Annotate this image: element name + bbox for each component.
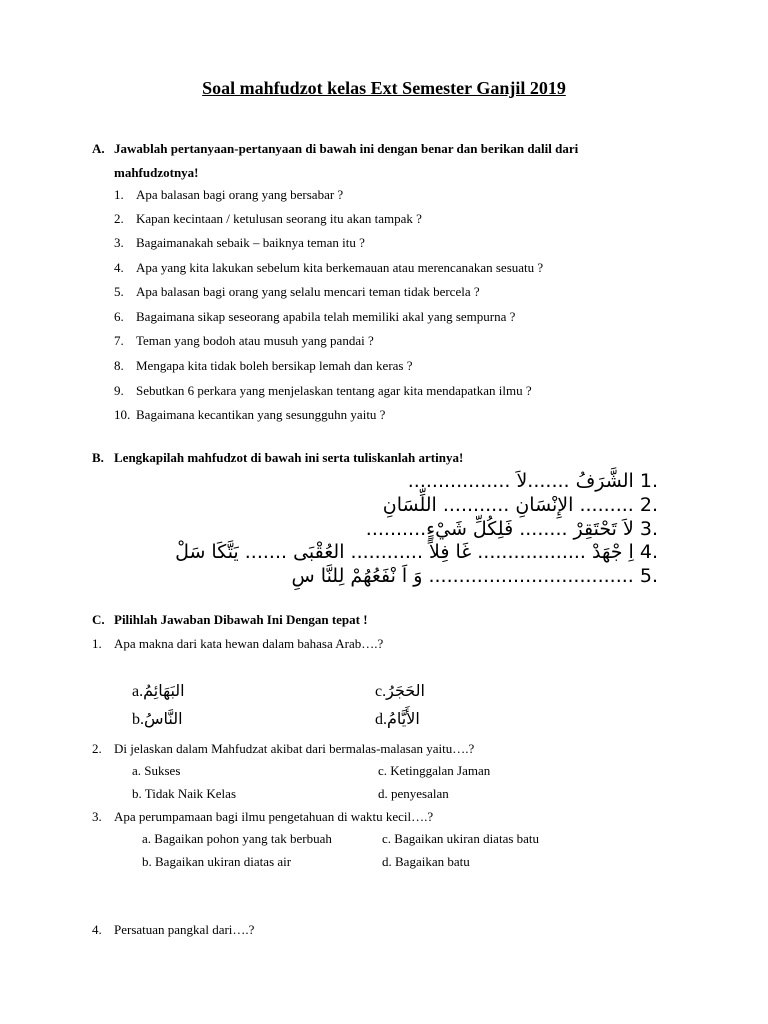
option-b: b.النَّاسُ xyxy=(132,709,183,728)
section-b-letter: B. xyxy=(92,450,104,465)
list-item: 3. Bagaimanakah sebaik – baiknya teman itu ? xyxy=(114,235,365,250)
option-c: c. Bagaikan ukiran diatas batu xyxy=(382,831,540,846)
arabic-line: .5 .................................. وَ اَ نْفَعُهُمْ لِلنَّا سِ xyxy=(291,565,658,587)
section-c-letter: C. xyxy=(92,612,105,627)
section-b-instruction-text: Lengkapilah mahfudzot di bawah ini serta tuliskanlah artinya! xyxy=(114,450,464,465)
section-c-instruction-text: Pilihlah Jawaban Dibawah Ini Dengan tepat ! xyxy=(114,612,368,627)
question-3: 3. Apa perumpamaan bagi ilmu pengetahuan di waktu kecil….? xyxy=(92,809,434,824)
option-c: c. Ketinggalan Jaman xyxy=(378,763,491,778)
section-a-instruction-line2: mahfudzotnya! xyxy=(114,165,199,180)
option-a: a. Bagaikan pohon yang tak berbuah xyxy=(142,831,332,846)
section-a-instruction xyxy=(92,141,692,157)
list-item: 8. Mengapa kita tidak boleh bersikap lemah dan keras ? xyxy=(114,358,413,373)
question-1: 1. Apa makna dari kata hewan dalam bahasa Arab….? xyxy=(92,636,384,651)
list-item: 7. Teman yang bodoh atau musuh yang pandai ? xyxy=(114,333,374,348)
option-c: c.الحَجَرُ xyxy=(375,681,425,700)
option-d: d. penyesalan xyxy=(378,786,449,801)
list-item: 10. Bagaimana kecantikan yang sesungguhn yaitu ? xyxy=(114,407,386,422)
arabic-line: .1 الشَّرَفُ .......لاَ ................. xyxy=(407,470,658,492)
list-item: 2. Kapan kecintaan / ketulusan seorang itu akan tampak ? xyxy=(114,211,422,226)
option-a: a. Sukses xyxy=(132,763,181,778)
section-a-instruction-line1: Jawablah pertanyaan-pertanyaan di bawah ini dengan benar dan berikan dalil dari xyxy=(114,141,579,156)
option-b: b. Tidak Naik Kelas xyxy=(132,786,236,801)
option-b: b. Bagaikan ukiran diatas air xyxy=(142,854,292,869)
option-a: a.البَهَائِمُ xyxy=(132,681,185,700)
question-4: 4. Persatuan pangkal dari….? xyxy=(92,922,255,937)
list-item: 4. Apa yang kita lakukan sebelum kita berkemauan atau merencanakan sesuatu ? xyxy=(114,260,544,275)
arabic-line: .3 لاَ تَحْتَقِرْ ........ فَلِكُلِّ شَيْءٍ.......... xyxy=(365,518,658,540)
option-d: d. Bagaikan batu xyxy=(382,854,470,869)
page-title: Soal mahfudzot kelas Ext Semester Ganjil 2019 xyxy=(202,78,566,98)
section-b-instruction xyxy=(92,450,692,466)
list-item: 9. Sebutkan 6 perkara yang menjelaskan tentang agar kita mendapatkan ilmu ? xyxy=(114,383,532,398)
arabic-line: .4 اِ جْهَدْ .................. غَا فِلاً ............ العُقْبَى ....... يَتَّكَا سَلْ xyxy=(175,541,658,563)
question-2: 2. Di jelaskan dalam Mahfudzat akibat dari bermalas-malasan yaitu….? xyxy=(92,741,475,756)
list-item: 1. Apa balasan bagi orang yang bersabar ? xyxy=(114,187,344,202)
section-a-letter: A. xyxy=(92,141,105,156)
list-item: 6. Bagaimana sikap seseorang apabila telah memiliki akal yang sempurna ? xyxy=(114,309,516,324)
section-c-instruction xyxy=(92,612,692,628)
option-d: d.الأَيَّامُ xyxy=(375,709,420,728)
list-item: 5. Apa balasan bagi orang yang selalu mencari teman tidak bercela ? xyxy=(114,284,480,299)
arabic-line: .2 ......... الإِنْسَانِ ........... اللِّسَانِ xyxy=(382,494,658,516)
